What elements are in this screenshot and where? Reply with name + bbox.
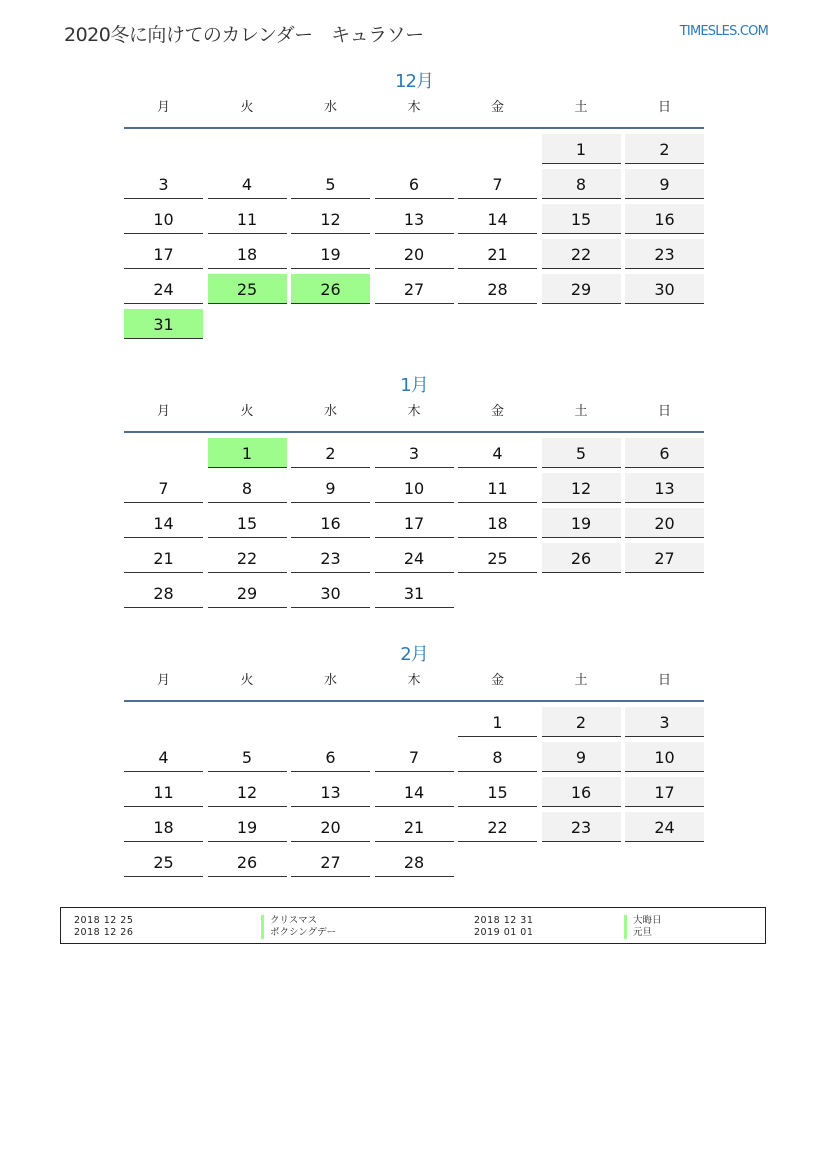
day-cell: 9 xyxy=(625,169,704,199)
holiday-day-cell: 26 xyxy=(291,274,370,304)
day-cell: 30 xyxy=(625,274,704,304)
weekday-header xyxy=(124,402,704,433)
legend-holiday-name: ボクシングデー xyxy=(261,927,336,939)
weekday-label: 金 xyxy=(490,100,504,115)
weekday-label: 木 xyxy=(407,404,421,419)
day-cell: 1 xyxy=(458,707,537,737)
day-cell: 19 xyxy=(542,508,621,538)
holiday-day-cell: 25 xyxy=(208,274,287,304)
day-cell: 17 xyxy=(124,239,203,269)
day-cell: 28 xyxy=(124,578,203,608)
day-cell: 11 xyxy=(208,204,287,234)
day-cell: 25 xyxy=(458,543,537,573)
day-cell: 19 xyxy=(291,239,370,269)
day-cell: 8 xyxy=(208,473,287,503)
day-cell: 22 xyxy=(458,812,537,842)
day-cell: 6 xyxy=(375,169,454,199)
weekday-label: 火 xyxy=(240,404,254,419)
day-cell: 2 xyxy=(291,438,370,468)
weekday-label: 日 xyxy=(657,673,671,688)
day-cell: 27 xyxy=(625,543,704,573)
month-title: 1月 xyxy=(400,375,428,396)
day-cell: 4 xyxy=(458,438,537,468)
day-cell: 14 xyxy=(458,204,537,234)
holiday-day-cell: 31 xyxy=(124,309,203,339)
empty-cell xyxy=(208,707,287,737)
day-cell: 28 xyxy=(375,847,454,877)
empty-cell xyxy=(124,707,203,737)
empty-cell xyxy=(291,707,370,737)
day-grid xyxy=(124,438,704,608)
day-cell: 4 xyxy=(124,742,203,772)
weekday-label: 土 xyxy=(574,404,588,419)
day-cell: 3 xyxy=(375,438,454,468)
day-cell: 27 xyxy=(291,847,370,877)
day-cell: 31 xyxy=(375,578,454,608)
empty-cell xyxy=(124,438,203,468)
day-cell: 18 xyxy=(124,812,203,842)
empty-cell xyxy=(124,134,203,164)
empty-cell xyxy=(291,134,370,164)
weekday-label: 金 xyxy=(490,673,504,688)
day-cell: 6 xyxy=(291,742,370,772)
day-cell: 17 xyxy=(625,777,704,807)
weekday-header xyxy=(124,671,704,702)
day-cell: 9 xyxy=(542,742,621,772)
legend-date: 2018 12 25 xyxy=(74,915,134,926)
day-cell: 27 xyxy=(375,274,454,304)
day-cell: 17 xyxy=(375,508,454,538)
day-cell: 10 xyxy=(625,742,704,772)
month-title: 2月 xyxy=(400,644,428,665)
day-grid xyxy=(124,707,704,877)
day-cell: 29 xyxy=(542,274,621,304)
legend-holiday-name: 大晦日 xyxy=(624,915,662,927)
legend-date: 2019 01 01 xyxy=(474,927,534,938)
day-cell: 11 xyxy=(124,777,203,807)
day-cell: 18 xyxy=(458,508,537,538)
weekday-label: 火 xyxy=(240,100,254,115)
day-cell: 3 xyxy=(124,169,203,199)
day-cell: 24 xyxy=(375,543,454,573)
day-cell: 23 xyxy=(542,812,621,842)
day-cell: 4 xyxy=(208,169,287,199)
day-cell: 26 xyxy=(542,543,621,573)
legend-date: 2018 12 26 xyxy=(74,927,134,938)
day-cell: 25 xyxy=(124,847,203,877)
day-cell: 12 xyxy=(291,204,370,234)
holiday-legend xyxy=(60,907,766,944)
day-cell: 14 xyxy=(124,508,203,538)
weekday-label: 月 xyxy=(156,404,170,419)
month-february xyxy=(124,641,704,877)
month-december xyxy=(124,68,704,339)
day-cell: 13 xyxy=(291,777,370,807)
day-cell: 2 xyxy=(625,134,704,164)
weekday-header xyxy=(124,98,704,129)
day-cell: 28 xyxy=(458,274,537,304)
day-cell: 6 xyxy=(625,438,704,468)
day-cell: 12 xyxy=(208,777,287,807)
month-january xyxy=(124,372,704,608)
day-cell: 15 xyxy=(208,508,287,538)
day-cell: 1 xyxy=(542,134,621,164)
weekday-label: 木 xyxy=(407,100,421,115)
empty-cell xyxy=(208,134,287,164)
page-title: 2020冬に向けてのカレンダー キュラソー xyxy=(64,24,424,46)
day-cell: 9 xyxy=(291,473,370,503)
day-cell: 23 xyxy=(291,543,370,573)
day-cell: 5 xyxy=(291,169,370,199)
day-cell: 20 xyxy=(291,812,370,842)
day-cell: 24 xyxy=(124,274,203,304)
weekday-label: 土 xyxy=(574,100,588,115)
day-cell: 26 xyxy=(208,847,287,877)
day-cell: 8 xyxy=(458,742,537,772)
day-cell: 30 xyxy=(291,578,370,608)
day-cell: 13 xyxy=(625,473,704,503)
day-cell: 18 xyxy=(208,239,287,269)
weekday-label: 水 xyxy=(323,404,337,419)
legend-holiday-name: クリスマス xyxy=(261,915,317,927)
day-cell: 10 xyxy=(375,473,454,503)
day-cell: 7 xyxy=(458,169,537,199)
empty-cell xyxy=(375,134,454,164)
weekday-label: 日 xyxy=(657,404,671,419)
day-cell: 11 xyxy=(458,473,537,503)
day-cell: 19 xyxy=(208,812,287,842)
day-cell: 12 xyxy=(542,473,621,503)
day-cell: 29 xyxy=(208,578,287,608)
day-cell: 21 xyxy=(124,543,203,573)
day-cell: 16 xyxy=(542,777,621,807)
day-cell: 24 xyxy=(625,812,704,842)
weekday-label: 月 xyxy=(156,673,170,688)
day-cell: 21 xyxy=(458,239,537,269)
empty-cell xyxy=(458,134,537,164)
day-cell: 20 xyxy=(625,508,704,538)
weekday-label: 水 xyxy=(323,673,337,688)
weekday-label: 土 xyxy=(574,673,588,688)
weekday-label: 金 xyxy=(490,404,504,419)
day-cell: 20 xyxy=(375,239,454,269)
legend-date: 2018 12 31 xyxy=(474,915,534,926)
day-cell: 5 xyxy=(542,438,621,468)
day-cell: 10 xyxy=(124,204,203,234)
day-cell: 15 xyxy=(458,777,537,807)
weekday-label: 木 xyxy=(407,673,421,688)
weekday-label: 火 xyxy=(240,673,254,688)
day-cell: 21 xyxy=(375,812,454,842)
day-cell: 13 xyxy=(375,204,454,234)
day-grid xyxy=(124,134,704,339)
day-cell: 15 xyxy=(542,204,621,234)
day-cell: 7 xyxy=(124,473,203,503)
day-cell: 3 xyxy=(625,707,704,737)
empty-cell xyxy=(375,707,454,737)
month-title: 12月 xyxy=(395,71,433,92)
day-cell: 5 xyxy=(208,742,287,772)
day-cell: 2 xyxy=(542,707,621,737)
weekday-label: 水 xyxy=(323,100,337,115)
legend-holiday-name: 元旦 xyxy=(624,927,652,939)
weekday-label: 日 xyxy=(657,100,671,115)
day-cell: 14 xyxy=(375,777,454,807)
day-cell: 22 xyxy=(208,543,287,573)
weekday-label: 月 xyxy=(156,100,170,115)
day-cell: 8 xyxy=(542,169,621,199)
day-cell: 23 xyxy=(625,239,704,269)
day-cell: 22 xyxy=(542,239,621,269)
day-cell: 16 xyxy=(625,204,704,234)
day-cell: 16 xyxy=(291,508,370,538)
holiday-day-cell: 1 xyxy=(208,438,287,468)
site-link[interactable]: TIMESLES.COM xyxy=(679,24,768,39)
day-cell: 7 xyxy=(375,742,454,772)
